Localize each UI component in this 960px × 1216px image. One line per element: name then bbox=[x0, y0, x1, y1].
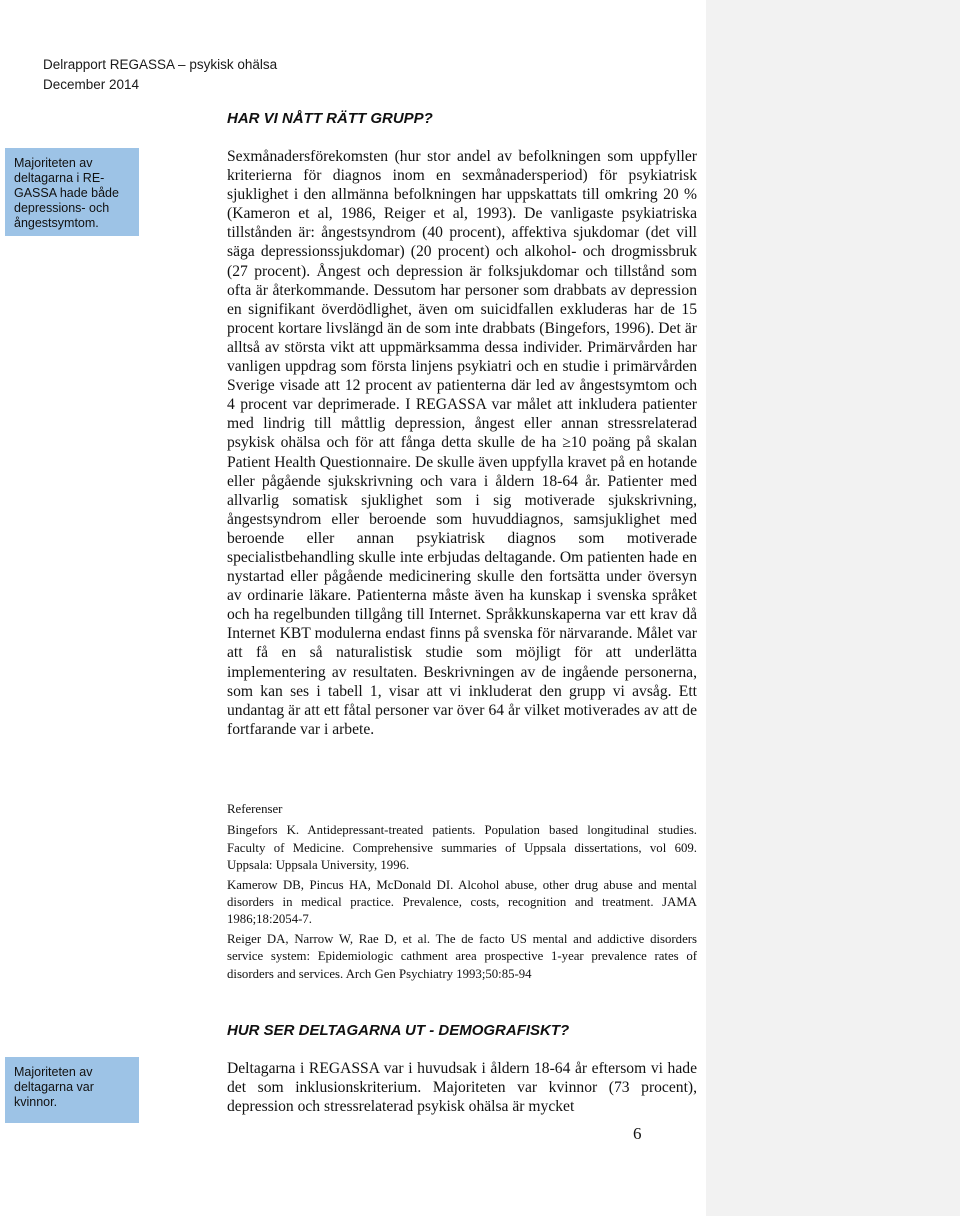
references-title: Referenser bbox=[227, 802, 283, 816]
sidebar-callout-symptoms bbox=[5, 148, 139, 236]
sidebar-callout-text: Majoriteten av deltagarna i RE-GASSA hade både depressions- och ångestsymtom. bbox=[14, 156, 119, 230]
reference-item: Kamerow DB, Pincus HA, McDonald DI. Alcohol abuse, other drug abuse and mental disorders in medical practice. Prevalence, costs, recognition and treatment. JAMA 1986;18:2054-7. bbox=[227, 877, 697, 927]
page-number: 6 bbox=[633, 1124, 642, 1143]
body-paragraph-target-group: Sexmånadersförekomsten (hur stor andel av befolkningen som uppfyller kriterierna för diagnos inom en sexmånadersperiod) för psykiatrisk sjuklighet i den allmänna befolkningen har uppskattats till omkring 20 % (Kameron et al, 1986, Reiger et al, 1993). De vanligaste psykiatriska tillstånden är: ångestsyndrom (40 procent), affektiva sjukdomar (det vill säga depressionssjukdomar) (20 procent) och alkohol- och drogmissbruk (27 procent). Ångest och depression är folksjukdomar och tillstånd som ofta är återkommande. Dessutom har personer som drabbats av depression en signifikant överdödlighet, även om suicidfallen exkluderas har de 15 procent kortare livslängd än de som inte drabbats (Bingefors, 1996). Det är alltså av största vikt att uppmärksamma dessa individer. Primärvården har vanligen uppdrag som första linjens psykiatri och en studie i primärvården Sverige visade att 12 procent av patienterna där led av ångestsymtom och 4 procent var deprimerade. I REGASSA var målet att inkludera patienter med lindrig till måttlig depression, ångest eller annan stressrelaterad psykisk ohälsa och för att fånga detta skulle de ha ≥10 poäng på skalan Patient Health Questionnaire. De skulle även uppfylla kravet på en hotande eller pågående sjukskrivning och vara i åldern 18-64 år. Patienter med allvarlig somatisk sjuklighet som i sig motiverade sjukskrivning, ångestsyndrom eller beroende som huvuddiagnos, samsjuklighet med beroende eller annan psykiatrisk diagnos som motiverade specialistbehandling skulle inte erbjudas deltagande. Om patienten hade en nystartad eller pågående medicinering skulle den fortsätta under översyn av ordinarie läkare. Patienterna måste även ha kunskap i svenska språket och ha regelbunden tillgång till Internet. Språkkunskaperna var ett krav då Internet KBT modulerna endast finns på svenska för närvarande. Målet var att få en så naturalistisk studie som möjligt för att underlätta implementering av resultaten. Beskrivningen av de ingående personerna, som kan ses i tabell 1, visar att vi inkluderat den grupp vi avsåg. Ett undantag är att ett fåtal personer var över 64 år vilket motiverades av att de fortfarande var i arbete. bbox=[227, 148, 697, 738]
sidebar-callout-text: Majoriteten av deltagarna var kvinnor. bbox=[14, 1065, 94, 1109]
sidebar-callout-gender bbox=[5, 1057, 139, 1123]
reference-item: Bingefors K. Antidepressant-treated patients. Population based longitudinal studies. Faculty of Medicine. Comprehensive summaries of Uppsala dissertations, vol 609. Uppsala: Uppsala University, 1996. bbox=[227, 823, 697, 873]
reference-item: Reiger DA, Narrow W, Rae D, et al. The de facto US mental and addictive disorders service system: Epidemiologic cathment area prospective 1-year prevalence rates of disorders and services. Arch Gen Psychiatry 1993;50:85-94 bbox=[227, 931, 697, 981]
document-header-date: December 2014 bbox=[43, 77, 140, 92]
document-header-title: Delrapport REGASSA – psykisk ohälsa bbox=[43, 57, 278, 72]
section-heading-target-group: HAR VI NÅTT RÄTT GRUPP? bbox=[227, 110, 433, 127]
section-heading-demographics: HUR SER DELTAGARNA UT - DEMOGRAFISKT? bbox=[227, 1022, 570, 1039]
right-margin-panel bbox=[706, 0, 960, 1216]
references-section bbox=[227, 801, 697, 985]
body-paragraph-demographics: Deltagarna i REGASSA var i huvudsak i åldern 18-64 år eftersom vi hade det som inklusionskriterium. Majoriteten var kvinnor (73 procent), depression och stressrelaterad psykisk ohälsa är mycket bbox=[227, 1060, 697, 1116]
